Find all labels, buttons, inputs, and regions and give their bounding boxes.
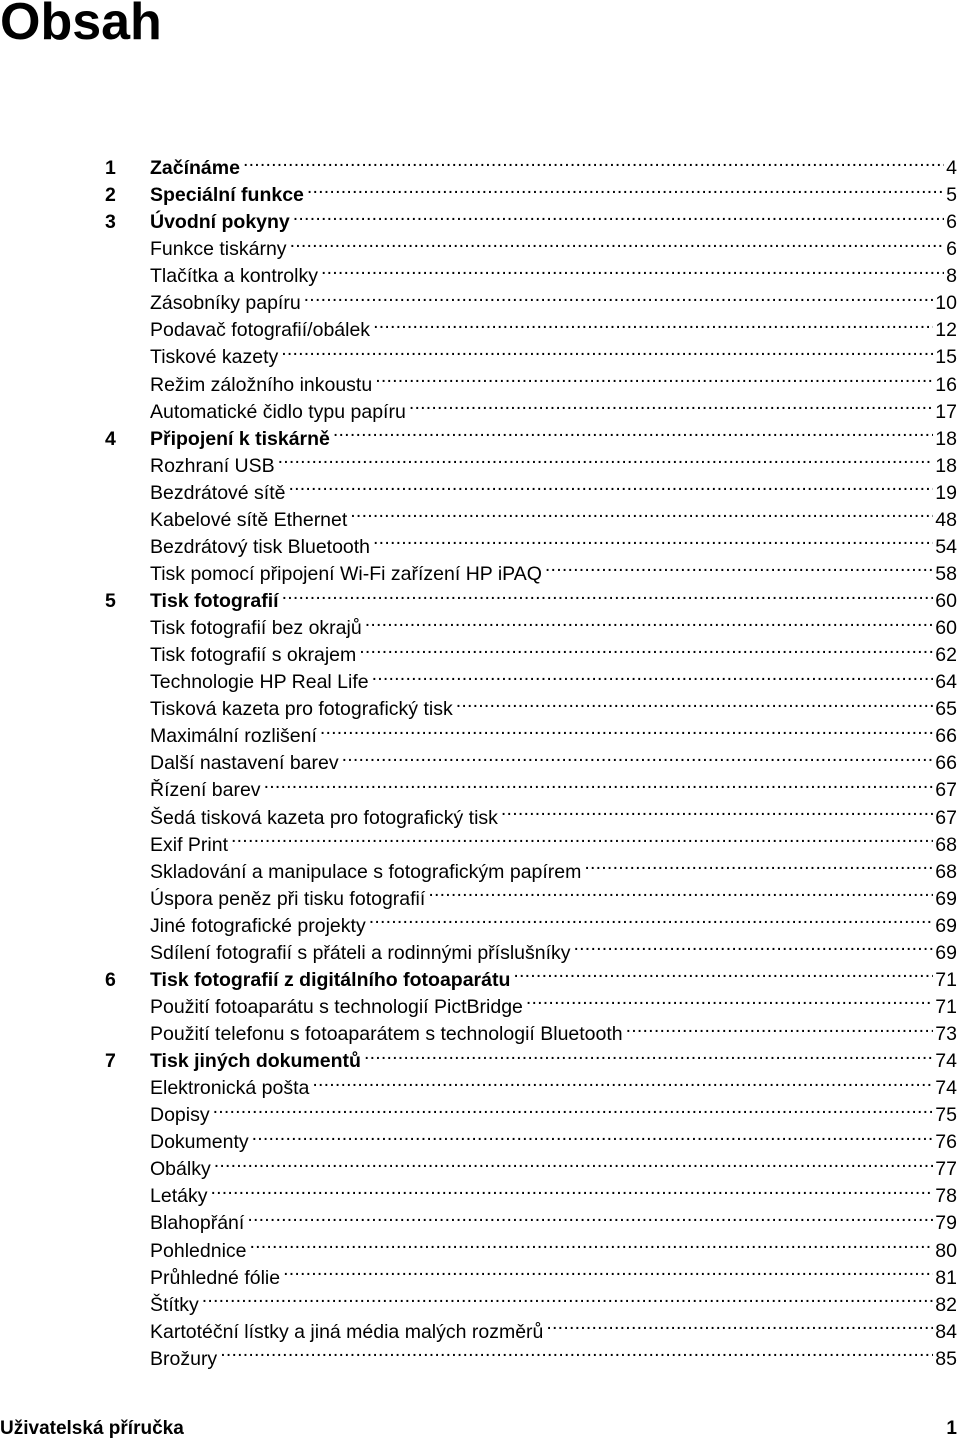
toc-page-number: 67 xyxy=(935,779,957,802)
toc-page-number: 58 xyxy=(935,562,957,585)
toc-entry-title: Podavač fotografií/obálek xyxy=(150,319,371,342)
toc-page-number: 74 xyxy=(935,1077,957,1100)
toc-entry-title: Brožury xyxy=(150,1347,218,1370)
footer-page-number: 1 xyxy=(946,1418,957,1439)
toc-entry-title: Tisk fotografií xyxy=(150,590,279,612)
toc-page-number: 64 xyxy=(935,671,957,694)
toc-page-number: 10 xyxy=(935,292,957,315)
toc-dot-leader xyxy=(307,174,944,201)
toc-chapter-number: 1 xyxy=(105,157,116,179)
toc-section-entry[interactable] xyxy=(105,1338,957,1370)
toc-page-number: 68 xyxy=(935,833,957,856)
toc-dot-leader xyxy=(304,282,934,309)
toc-dot-leader xyxy=(333,418,933,445)
page-title: Obsah xyxy=(0,0,162,51)
toc-entry-title: Exif Print xyxy=(150,833,229,856)
toc-dot-leader xyxy=(321,255,944,282)
footer-document-title: Uživatelská příručka xyxy=(0,1418,184,1439)
toc-entry-title: Jiné fotografické projekty xyxy=(150,914,366,937)
toc-page-number: 48 xyxy=(935,508,957,531)
toc-page-number: 85 xyxy=(935,1347,957,1370)
toc-dot-leader xyxy=(281,336,933,363)
toc-entry-title: Tisk fotografií s okrajem xyxy=(150,644,357,667)
toc-dot-leader xyxy=(264,769,934,796)
toc-entry-title: Skladování a manipulace s fotografickým papírem xyxy=(150,860,582,883)
toc-entry-title: Bezdrátový tisk Bluetooth xyxy=(150,535,371,558)
toc-dot-leader xyxy=(278,445,934,472)
toc-dot-leader xyxy=(375,364,933,391)
toc-page-number: 82 xyxy=(935,1293,957,1316)
toc-section-entry[interactable] xyxy=(105,1094,957,1127)
toc-page-number: 66 xyxy=(935,752,957,775)
toc-dot-leader xyxy=(359,634,933,661)
toc-dot-leader xyxy=(513,959,933,986)
toc-dot-leader xyxy=(320,715,933,742)
toc-page-number: 16 xyxy=(935,373,957,396)
toc-page-number: 84 xyxy=(935,1320,957,1343)
toc-chapter-number: 2 xyxy=(105,184,116,207)
toc-dot-leader xyxy=(289,472,934,499)
toc-entry-title: Řízení barev xyxy=(150,779,261,802)
toc-dot-leader xyxy=(409,391,933,418)
toc-page-number: 68 xyxy=(935,860,957,883)
toc-section-entry[interactable] xyxy=(105,1311,957,1343)
toc-entry-title: Letáky xyxy=(150,1185,208,1208)
toc-page-number: 80 xyxy=(935,1239,957,1262)
toc-page-number: 67 xyxy=(935,806,957,829)
toc-dot-leader xyxy=(372,661,934,688)
toc-chapter-number: 4 xyxy=(105,427,116,450)
toc-entry-title: Tlačítka a kontrolky xyxy=(150,265,318,288)
toc-dot-leader xyxy=(574,932,934,959)
toc-entry-title: Automatické čidlo typu papíru xyxy=(150,400,406,423)
toc-entry-title: Použití telefonu s fotoaparátem s technologií Bluetooth xyxy=(150,1023,623,1045)
toc-entry-title: Kartotéční lístky a jiná média malých rozměrů xyxy=(150,1320,544,1343)
toc-entry-title: Režim záložního inkoustu xyxy=(150,373,373,396)
toc-entry-title: Sdílení fotografií s přáteli a rodinnými příslušníky xyxy=(150,941,571,964)
toc-dot-leader xyxy=(545,553,933,580)
toc-chapter-number: 5 xyxy=(105,590,116,612)
toc-dot-leader xyxy=(373,526,933,553)
toc-page-number: 69 xyxy=(935,941,957,964)
toc-page-number: 71 xyxy=(935,995,957,1018)
toc-dot-leader xyxy=(342,742,934,769)
toc-entry-title: Začínáme xyxy=(150,157,240,179)
toc-section-entry[interactable] xyxy=(105,851,957,883)
toc-entry-title: Speciální funkce xyxy=(150,184,304,207)
toc-dot-leader xyxy=(373,309,933,336)
toc-page-number: 75 xyxy=(935,1104,957,1127)
toc-page-number: 62 xyxy=(935,644,957,667)
toc-entry-title: Zásobníky papíru xyxy=(150,292,301,315)
toc-dot-leader xyxy=(247,1202,933,1229)
toc-page-number: 66 xyxy=(935,725,957,748)
toc-dot-leader xyxy=(546,1311,933,1338)
toc-page-number: 73 xyxy=(935,1023,957,1045)
toc-entry-title: Maximální rozlišení xyxy=(150,725,317,748)
toc-page-number: 18 xyxy=(935,454,957,477)
toc-dot-leader xyxy=(584,851,933,878)
toc-page-number: 6 xyxy=(946,211,957,234)
toc-entry-title: Obálky xyxy=(150,1158,211,1181)
toc-page-number: 8 xyxy=(946,265,957,288)
toc-page-number: 69 xyxy=(935,887,957,910)
toc-dot-leader xyxy=(456,688,934,715)
toc-page-number: 60 xyxy=(935,590,957,612)
toc-page-number: 79 xyxy=(935,1212,957,1235)
toc-dot-leader xyxy=(283,1257,933,1284)
toc-entry-title: Průhledné fólie xyxy=(150,1266,281,1289)
toc-dot-leader xyxy=(250,1230,934,1257)
toc-section-entry[interactable] xyxy=(105,1202,957,1235)
toc-dot-leader xyxy=(364,1040,933,1067)
toc-entry-title: Tiskové kazety xyxy=(150,346,279,369)
toc-entry-title: Tisk pomocí připojení Wi-Fi zařízení HP iPAQ xyxy=(150,562,542,585)
toc-entry-title: Bezdrátové sítě xyxy=(150,481,286,504)
toc-entry-title: Technologie HP Real Life xyxy=(150,671,369,694)
toc-entry-title: Rozhraní USB xyxy=(150,454,275,477)
toc-page-number: 81 xyxy=(935,1266,957,1289)
toc-dot-leader xyxy=(369,905,934,932)
toc-entry-title: Další nastavení barev xyxy=(150,752,339,775)
toc-entry-title: Kabelové sítě Ethernet xyxy=(150,508,348,531)
toc-dot-leader xyxy=(312,1067,933,1094)
toc-section-entry[interactable] xyxy=(105,1284,957,1316)
toc-entry-title: Dopisy xyxy=(150,1104,210,1127)
toc-dot-leader xyxy=(526,986,933,1013)
toc-dot-leader xyxy=(213,1094,934,1121)
toc-dot-leader xyxy=(290,228,945,255)
toc-page-number: 18 xyxy=(935,427,957,450)
toc-section-entry[interactable] xyxy=(105,1148,957,1181)
toc-section-entry[interactable] xyxy=(105,1121,957,1154)
toc-section-entry[interactable] xyxy=(105,1175,957,1208)
toc-page-number: 12 xyxy=(935,319,957,342)
toc-dot-leader xyxy=(365,607,934,634)
toc-page-number: 77 xyxy=(935,1158,957,1181)
toc-entry-title: Elektronická pošta xyxy=(150,1077,310,1100)
toc-dot-leader xyxy=(202,1284,934,1311)
table-of-contents xyxy=(105,147,957,1370)
toc-section-entry[interactable] xyxy=(105,824,957,856)
toc-dot-leader xyxy=(252,1121,934,1148)
toc-page-number: 78 xyxy=(935,1185,957,1208)
toc-page-number: 15 xyxy=(935,346,957,369)
toc-dot-leader xyxy=(231,824,933,851)
toc-entry-title: Tisková kazeta pro fotografický tisk xyxy=(150,698,453,721)
toc-entry-title: Dokumenty xyxy=(150,1131,249,1154)
toc-entry-title: Štítky xyxy=(150,1293,199,1316)
toc-dot-leader xyxy=(214,1148,934,1175)
toc-entry-title: Úspora peněz při tisku fotografií xyxy=(150,887,426,910)
toc-page-number: 69 xyxy=(935,914,957,937)
toc-entry-title: Šedá tisková kazeta pro fotografický tisk xyxy=(150,806,498,829)
toc-chapter-entry[interactable] xyxy=(105,147,957,179)
toc-entry-title: Funkce tiskárny xyxy=(150,238,287,261)
toc-chapter-number: 6 xyxy=(105,968,116,991)
toc-entry-title: Blahopřání xyxy=(150,1212,245,1235)
toc-page-number: 74 xyxy=(935,1050,957,1073)
toc-page-number: 19 xyxy=(935,481,957,504)
toc-page-number: 5 xyxy=(946,184,957,207)
page-footer xyxy=(0,1417,957,1443)
toc-entry-title: Připojení k tiskárně xyxy=(150,427,330,450)
toc-entry-title: Tisk jiných dokumentů xyxy=(150,1050,361,1073)
toc-page-number: 71 xyxy=(935,968,957,991)
toc-dot-leader xyxy=(428,878,933,905)
toc-page-number: 76 xyxy=(935,1131,957,1154)
toc-dot-leader xyxy=(220,1338,933,1365)
toc-entry-title: Tisk fotografií z digitálního fotoaparátu xyxy=(150,968,511,991)
toc-chapter-number: 7 xyxy=(105,1050,116,1073)
toc-entry-title: Úvodní pokyny xyxy=(150,211,290,234)
toc-entry-title: Pohlednice xyxy=(150,1239,247,1262)
toc-dot-leader xyxy=(293,201,944,228)
toc-chapter-number: 3 xyxy=(105,211,116,234)
toc-page-number: 60 xyxy=(935,617,957,640)
toc-entry-title: Tisk fotografií bez okrajů xyxy=(150,617,362,640)
toc-page-number: 6 xyxy=(946,238,957,261)
toc-dot-leader xyxy=(282,580,934,607)
toc-page-number: 65 xyxy=(935,698,957,721)
toc-page-number: 54 xyxy=(935,535,957,558)
toc-entry-title: Použití fotoaparátu s technologií PictBridge xyxy=(150,995,523,1018)
toc-dot-leader xyxy=(350,499,933,526)
toc-page-number: 4 xyxy=(946,157,957,179)
toc-dot-leader xyxy=(626,1013,934,1040)
toc-dot-leader xyxy=(210,1175,933,1202)
toc-dot-leader xyxy=(501,797,933,824)
toc-page-number: 17 xyxy=(935,400,957,423)
toc-dot-leader xyxy=(243,147,944,174)
